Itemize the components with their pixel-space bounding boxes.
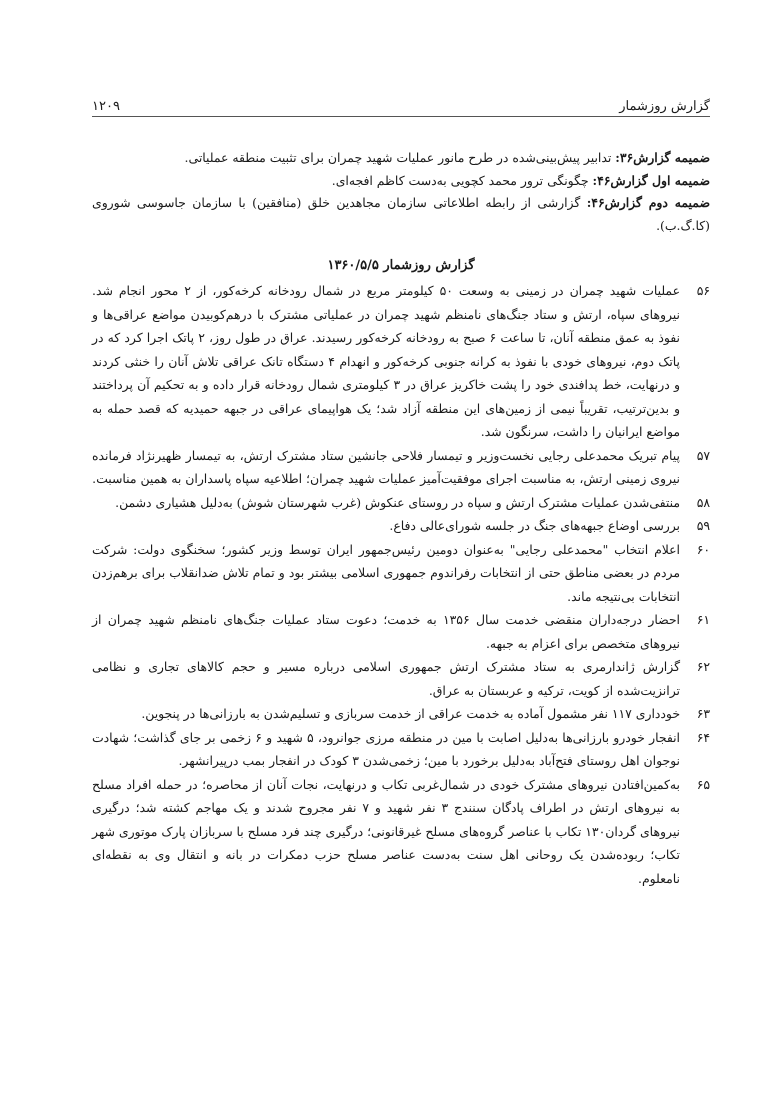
report-item (92, 491, 710, 515)
item-text: احضار درجه‌داران منقضی خدمت سال ۱۳۵۶ به خدمت؛ دعوت ستاد عملیات جنگ‌های نامنظم شهید چمران از نیروهای متخصص برای اعزام به جبهه. (92, 612, 680, 651)
page-number: ۱۲۰۹ (92, 99, 120, 114)
item-number: ۶۴ (696, 729, 710, 745)
item-text: خودداری ۱۱۷ نفر مشمول آماده به خدمت عراقی از خدمت سربازی و تسلیم‌شدن به بارزانی‌ها در پنجوین. (141, 706, 680, 721)
annex-entry (92, 147, 710, 170)
item-text: انفجار خودرو بارزانی‌ها به‌دلیل اصابت با مین در منطقه مرزی جوانرود، ۵ شهید و ۶ زخمی بر جای گذاشت؛ شهادت نوجوان اهل روستای فتح‌آباد به‌دلیل برخورد با مین؛ زخمی‌شدن ۳ کودک در انفجار بمب درپیرانشهر. (92, 729, 681, 768)
item-number: ۶۵ (696, 776, 710, 792)
report-item (92, 702, 710, 726)
item-number: ۶۲ (696, 659, 710, 674)
item-text: اعلام انتخاب "محمدعلی رجایی" به‌عنوان دومین رئیس‌جمهور ایران توسط وزیر کشور؛ سخنگوی دولت: شرکت مردم در بعضی مناطق حتی از انتخابات رفراندوم جمهوری اسلامی بیشتر بود و تمام تلاش ضدانقلاب برای برهم‌زدن انتخابات بی‌نتیجه ماند. (92, 541, 680, 604)
annex-label: ضمیمه دوم گزارش۴۶: (586, 195, 710, 210)
annex-label: ضمیمه اول گزارش۴۶: (592, 172, 710, 188)
report-item (92, 538, 710, 609)
section-title: گزارش روزشمار ۱۳۶۰/۵/۵ (327, 258, 475, 273)
item-number: ۵۷ (696, 447, 710, 463)
document-page (92, 88, 710, 890)
report-item (92, 726, 710, 773)
item-number: ۶۱ (696, 612, 710, 627)
item-number: ۵۶ (696, 283, 710, 298)
report-item (92, 444, 710, 491)
item-number: ۵۸ (696, 494, 710, 510)
annex-label: ضمیمه گزارش۳۶: (615, 150, 710, 165)
report-item (92, 773, 710, 891)
item-number: ۶۰ (696, 541, 710, 557)
item-text: گزارش ژاندارمری به ستاد مشترک ارتش جمهوری اسلامی درباره مسیر و حجم کالاهای تجاری و نظامی ترانزیت‌شده از کویت، ترکیه و عربستان به عراق. (92, 659, 680, 698)
running-title: گزارش روزشمار (619, 99, 710, 114)
item-text: پیام تبریک محمدعلی رجایی نخست‌وزیر و تیمسار فلاحی جانشین ستاد مشترک ارتش، به تیمسار ظهیرنژاد فرمانده نیروی زمینی ارتش، به مناسبت اجرای موفقیت‌آمیز عملیات شهید چمران؛ اطلاعیه سپاه پاسداران به همین مناسبت. (92, 447, 680, 486)
annex-list (92, 147, 710, 237)
annex-text: تدابیر پیش‌بینی‌شده در طرح مانور عملیات شهید چمران برای تثبیت منطقه عملیاتی. (184, 150, 616, 165)
item-text: به‌کمین‌افتادن نیروهای مشترک خودی در شمال‌غربی تکاب و درنهایت، نجات آنان از محاصره؛ در حمله افراد مسلح به نیروهای ارتش در اطراف پادگان سنندج ۳ نفر شهید و ۷ نفر مجروح شدند و یک مهاجم کشته شد؛ درگیری نیروهای گردان۱۳۰ تکاب با عناصر گروه‌های مسلح غیرقانونی؛ درگیری چند فرد مسلح با سربازان پارک موتوری شهر تکاب؛ ربوده‌شدن یک روحانی اهل سنت به‌دست عناصر مسلح حزب دمکرات در بانه و انتقال وی به نقطه‌ای نامعلوم. (92, 776, 681, 886)
item-text: منتفی‌شدن عملیات مشترک ارتش و سپاه در روستای عنکوش (غرب شهرستان شوش) به‌دلیل هشیاری دشمن. (115, 494, 680, 510)
report-item (92, 608, 710, 655)
annex-entry (92, 192, 710, 237)
item-text: بررسی اوضاع جبهه‌های جنگ در جلسه شورای‌عالی دفاع. (389, 518, 680, 533)
annex-entry (92, 170, 710, 193)
running-header (92, 88, 710, 117)
report-items (92, 279, 710, 890)
annex-text: گزارشی از رابطه اطلاعاتی سازمان مجاهدین خلق (منافقین) با سازمان جاسوسی شوروی (کا.گ.ب). (92, 195, 710, 233)
report-item (92, 514, 710, 538)
annex-text: چگونگی ترور محمد کچویی به‌دست کاظم افجه‌ای. (331, 172, 593, 188)
item-number: ۶۳ (696, 706, 710, 721)
report-item (92, 279, 710, 444)
item-text: عملیات شهید چمران در زمینی به وسعت ۵۰ کیلومتر مربع در شمال رودخانه کرخه‌کور، از ۲ محور انجام شد. نیروهای سپاه، ارتش و ستاد جنگ‌های نامنظم شهید چمران در عملیاتی مشترک با درهم‌کوبیدن مواضع عراقی‌ها و نفوذ به عمق منطقه آنان، تا ساعت ۶ صبح به رودخانه کرخه‌کور رسیدند. عراق در طول روز، ۲ پاتک اجرا کرد که در پاتک دوم، نیروهای خودی با نفوذ به کرانه جنوبی کرخه‌کور و انهدام ۴ دستگاه تانک عراقی تلاش آنان را خنثی کردند و درنهایت، خط پدافندی خود را پشت خاکریز عراق در ۳ کیلومتری شمال رودخانه قرار داده و به تحکیم آن پرداختند و بدین‌ترتیب، تقریباً نیمی از زمین‌های این منطقه آزاد شد؛ یک هواپیمای عراقی در جبهه حمیدیه که قصد حمله به مواضع ایرانیان را داشت، سرنگون شد. (92, 283, 680, 439)
report-item (92, 655, 710, 702)
item-number: ۵۹ (696, 518, 710, 533)
